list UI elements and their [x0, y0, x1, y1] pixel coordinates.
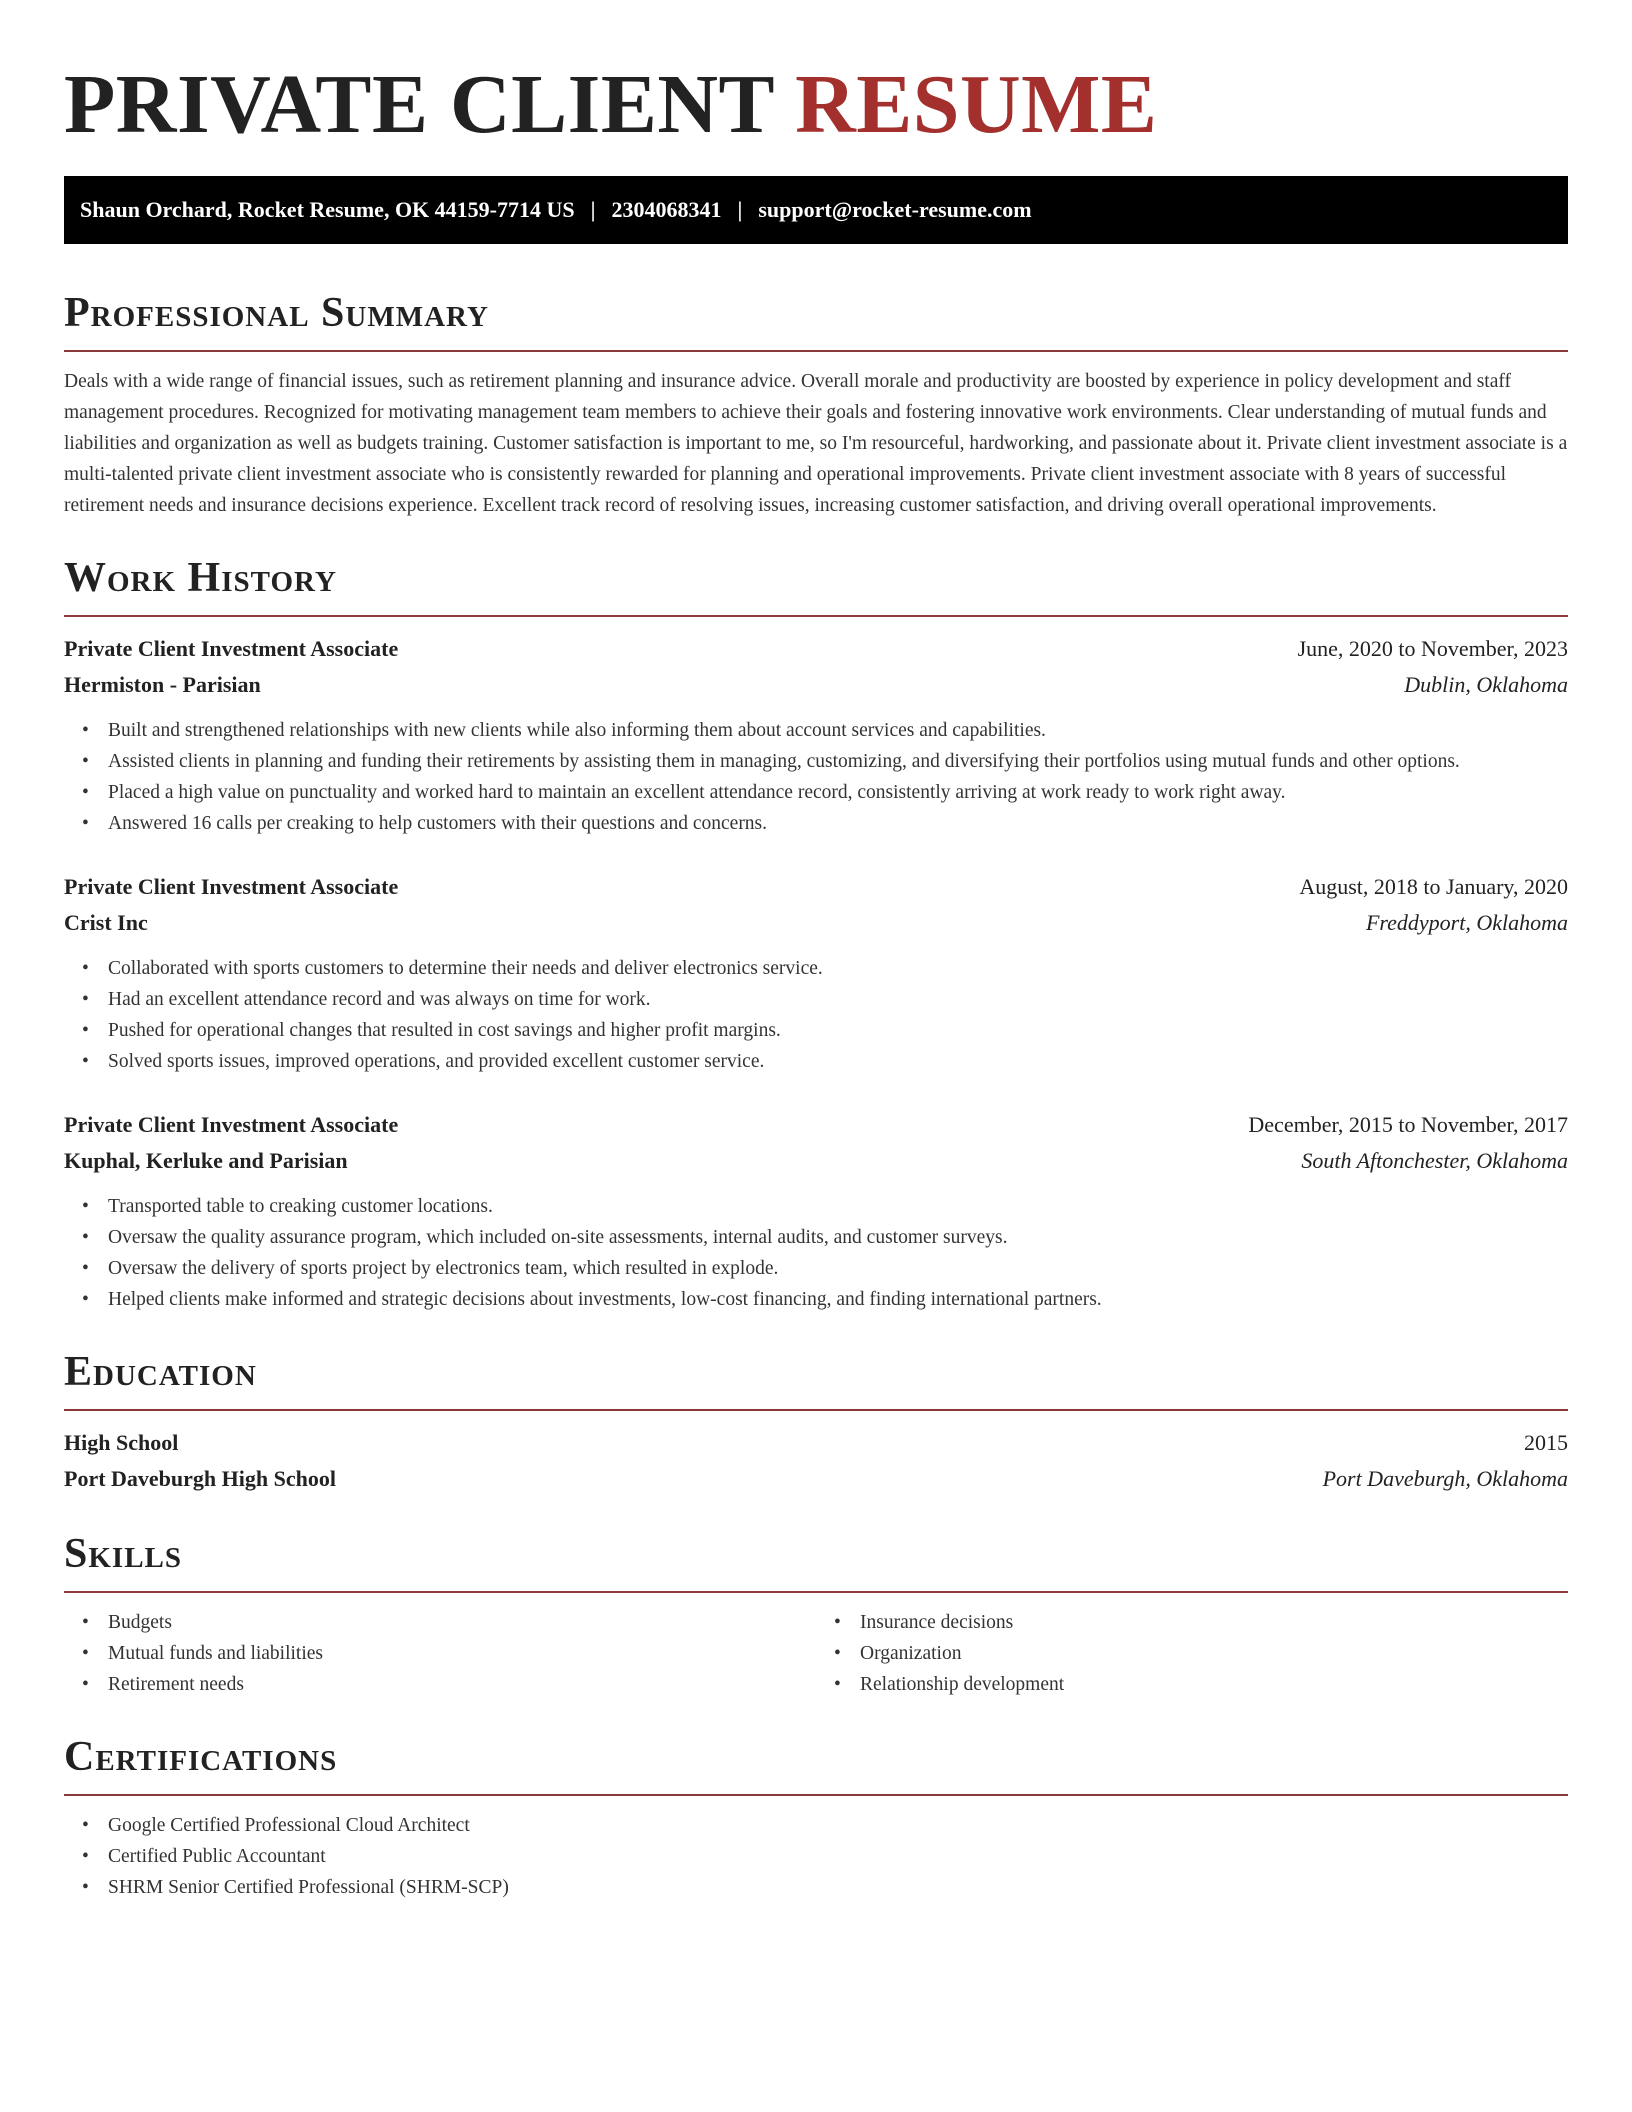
job-header-row [64, 631, 1568, 667]
education-section [64, 1345, 1568, 1497]
list-item: • Solved sports issues, improved operations, and provided excellent customer service. [108, 1046, 1568, 1077]
education-degree-row [64, 1425, 1568, 1461]
job-bullets [64, 1191, 1568, 1315]
job-location: Dublin, Oklahoma [1404, 672, 1568, 697]
job-employer: Hermiston - Parisian [64, 672, 261, 697]
title-main: PRIVATE CLIENT [64, 58, 774, 151]
education-school-row [64, 1461, 1568, 1497]
section-divider [64, 350, 1568, 352]
job-employer: Kuphal, Kerluke and Parisian [64, 1148, 348, 1173]
education-location: Port Daveburgh, Oklahoma [1322, 1466, 1568, 1491]
list-item: • Mutual funds and liabilities [108, 1638, 816, 1669]
section-divider [64, 615, 1568, 617]
list-item: • Organization [860, 1638, 1568, 1669]
list-item: • Budgets [108, 1607, 816, 1638]
job-title: Private Client Investment Associate [64, 636, 399, 661]
contact-address: Shaun Orchard, Rocket Resume, OK 44159-7714 US [80, 197, 575, 222]
education-school: Port Daveburgh High School [64, 1466, 336, 1491]
job-entry [64, 869, 1568, 1077]
resume-title [64, 50, 1568, 160]
list-item: • Transported table to creaking customer locations. [108, 1191, 1568, 1222]
list-item: • Collaborated with sports customers to determine their needs and deliver electronics service. [108, 953, 1568, 984]
job-title: Private Client Investment Associate [64, 874, 399, 899]
summary-text: Deals with a wide range of financial issues, such as retirement planning and insurance advice. Overall morale and productivity are boosted by experience in policy development and staff management procedures. Recognized for motivating management team members to achieve their goals and fostering innovative work environments. Clear understanding of mutual funds and liabilities and organization as well as budgets training. Customer satisfaction is important to me, so I'm resourceful, hardworking, and passionate about it. Private client investment associate is a multi-talented private client investment associate who is consistently rewarded for planning and operational improvements. Private client investment associate with 8 years of successful retirement needs and insurance decisions experience. Excellent track record of resolving issues, increasing customer satisfaction, and driving overall operational improvements. [64, 371, 1568, 516]
job-header-row [64, 869, 1568, 905]
list-item: • Assisted clients in planning and funding their retirements by assisting them in managing, customizing, and diversifying their portfolios using mutual funds and other options. [108, 746, 1568, 777]
section-heading: Work History [64, 555, 337, 601]
list-item: • Oversaw the quality assurance program, which included on-site assessments, internal audits, and customer surveys. [108, 1222, 1568, 1253]
list-item: • SHRM Senior Certified Professional (SHRM-SCP) [108, 1872, 1568, 1903]
title-accent: RESUME [795, 58, 1158, 151]
section-heading: Education [64, 1349, 257, 1395]
skills-grid [64, 1607, 1568, 1700]
contact-email[interactable]: support@rocket-resume.com [758, 197, 1032, 222]
list-item: • Helped clients make informed and strategic decisions about investments, low-cost financing, and finding international partners. [108, 1284, 1568, 1315]
job-bullets [64, 715, 1568, 839]
list-item: • Pushed for operational changes that resulted in cost savings and higher profit margins. [108, 1015, 1568, 1046]
job-entry [64, 1107, 1568, 1315]
job-employer-row [64, 667, 1568, 703]
skills-list-left [64, 1607, 816, 1700]
list-item: • Placed a high value on punctuality and worked hard to maintain an excellent attendance record, consistently arriving at work ready to work right away. [108, 777, 1568, 808]
section-divider [64, 1591, 1568, 1593]
section-heading: Skills [64, 1531, 183, 1577]
job-bullets [64, 953, 1568, 1077]
job-employer-row [64, 1143, 1568, 1179]
contact-separator: | [737, 197, 743, 222]
skills-list-right [816, 1607, 1568, 1700]
professional-summary-section [64, 286, 1568, 521]
job-header-row [64, 1107, 1568, 1143]
contact-bar [64, 176, 1568, 244]
certifications-list [64, 1810, 1568, 1903]
section-heading: Certifications [64, 1734, 338, 1780]
certifications-section [64, 1730, 1568, 1903]
job-dates: December, 2015 to November, 2017 [1248, 1112, 1568, 1137]
job-employer: Crist Inc [64, 910, 148, 935]
job-title: Private Client Investment Associate [64, 1112, 399, 1137]
list-item: • Relationship development [860, 1669, 1568, 1700]
job-entry [64, 631, 1568, 839]
section-heading: Professional Summary [64, 290, 489, 336]
list-item: • Insurance decisions [860, 1607, 1568, 1638]
contact-separator: | [590, 197, 596, 222]
skills-section [64, 1527, 1568, 1700]
list-item: • Retirement needs [108, 1669, 816, 1700]
job-dates: June, 2020 to November, 2023 [1297, 636, 1568, 661]
education-degree: High School [64, 1430, 179, 1455]
contact-phone[interactable]: 2304068341 [611, 197, 722, 222]
job-employer-row [64, 905, 1568, 941]
section-divider [64, 1794, 1568, 1796]
job-dates: August, 2018 to January, 2020 [1299, 874, 1568, 899]
list-item: • Google Certified Professional Cloud Architect [108, 1810, 1568, 1841]
job-location: Freddyport, Oklahoma [1365, 910, 1568, 935]
list-item: • Certified Public Accountant [108, 1841, 1568, 1872]
list-item: • Answered 16 calls per creaking to help customers with their questions and concerns. [108, 808, 1568, 839]
job-location: South Aftonchester, Oklahoma [1301, 1148, 1568, 1173]
work-history-section [64, 551, 1568, 1315]
education-year: 2015 [1524, 1430, 1568, 1455]
list-item: • Had an excellent attendance record and was always on time for work. [108, 984, 1568, 1015]
list-item: • Oversaw the delivery of sports project by electronics team, which resulted in explode. [108, 1253, 1568, 1284]
section-divider [64, 1409, 1568, 1411]
list-item: • Built and strengthened relationships with new clients while also informing them about account services and capabilities. [108, 715, 1568, 746]
